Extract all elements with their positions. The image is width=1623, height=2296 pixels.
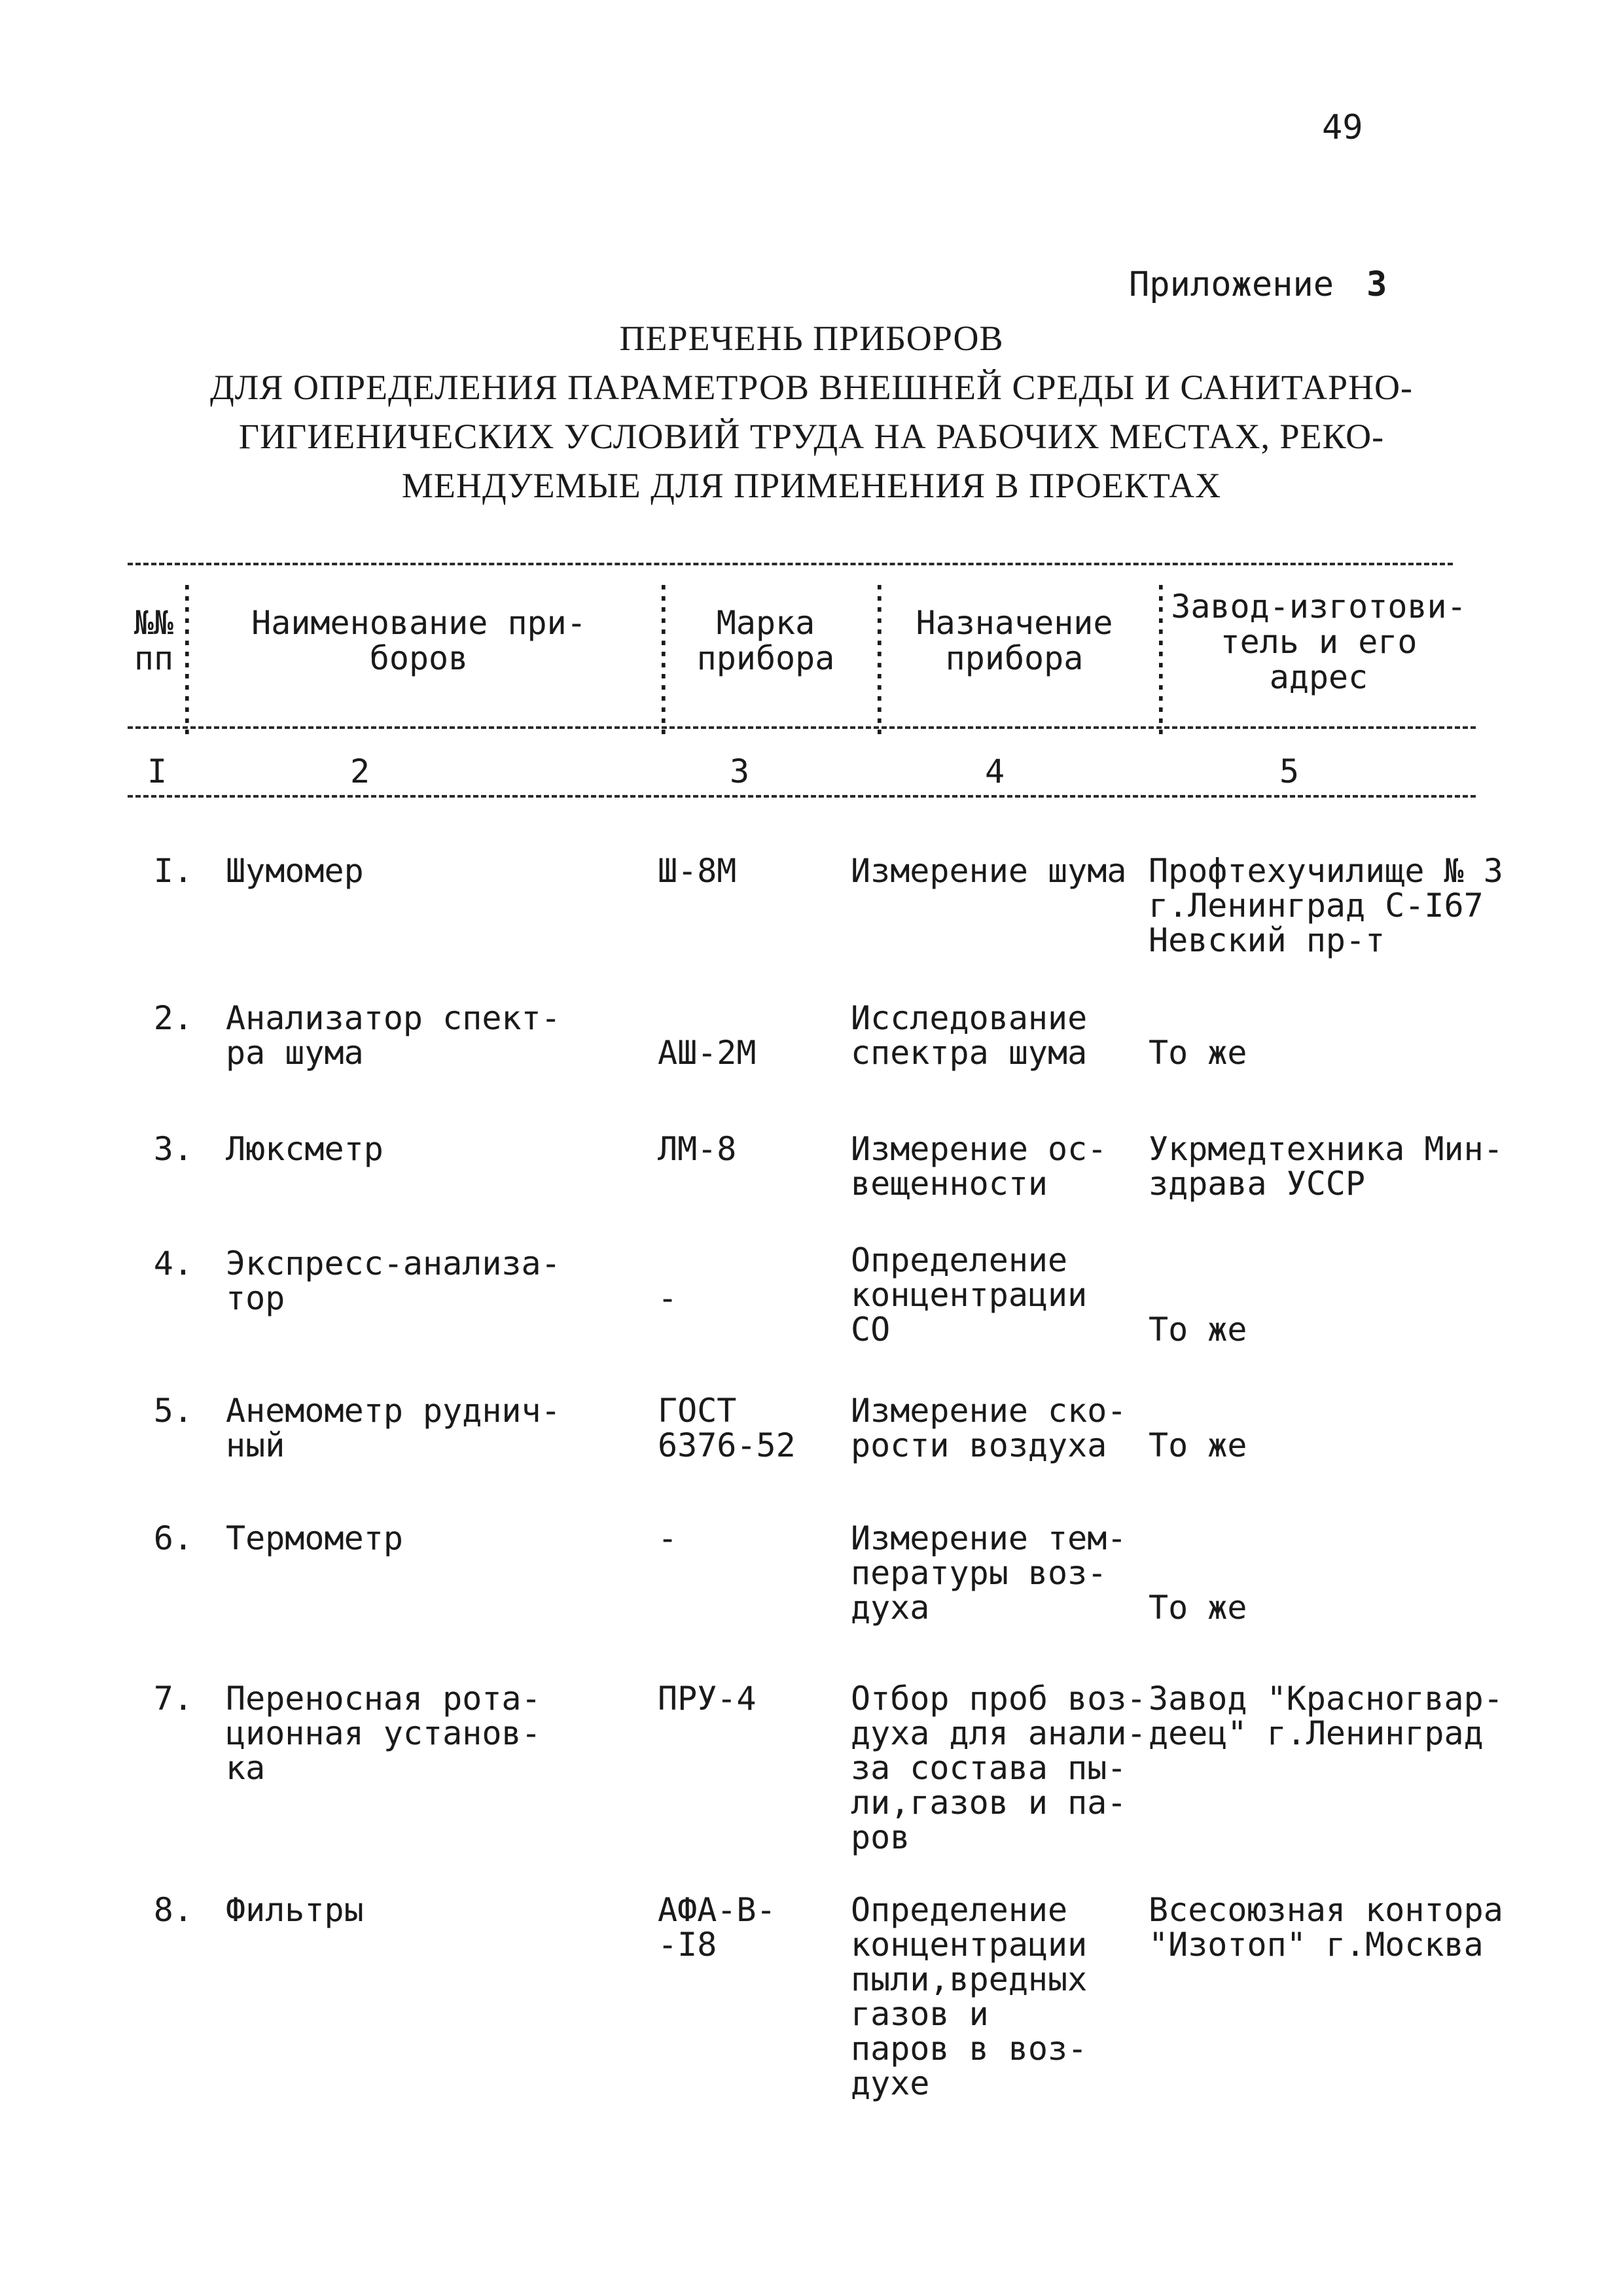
- row-number: I.: [153, 852, 193, 890]
- device-purpose: Определение концентрации пыли,вредных газов и паров в воз- духе: [851, 1891, 1088, 2102]
- device-maker: То же: [1149, 1034, 1247, 1072]
- header-maker: Завод-изготови- тель и его адрес: [1171, 588, 1467, 696]
- column-separator: : : : : : : :: [178, 573, 196, 741]
- device-purpose: Измерение тем- пературы воз- духа: [851, 1519, 1127, 1627]
- column-separator: : : : : : : :: [1152, 573, 1170, 741]
- device-mark: ПРУ-4: [658, 1680, 757, 1718]
- appendix-label: [1129, 265, 1387, 304]
- row-number: 5.: [153, 1392, 193, 1430]
- device-maker: То же: [1149, 1426, 1247, 1464]
- device-name: Шумомер: [226, 852, 364, 890]
- device-mark: Ш-8М: [658, 852, 737, 890]
- appendix-number: 3: [1366, 265, 1387, 304]
- device-maker: То же: [1149, 1311, 1247, 1349]
- page-number: 49: [1322, 108, 1363, 147]
- device-maker: Укрмедтехника Мин- здрава УССР: [1149, 1130, 1503, 1203]
- device-name: Термометр: [226, 1519, 403, 1557]
- device-maker: То же: [1149, 1589, 1247, 1627]
- device-name: Фильтры: [226, 1891, 364, 1929]
- device-name: Переносная рота- ционная установ- ка: [226, 1680, 541, 1787]
- row-number: 4.: [153, 1245, 193, 1282]
- row-number: 6.: [153, 1519, 193, 1557]
- device-name: Экспресс-анализа- тор: [226, 1245, 561, 1317]
- device-name: Люксметр: [226, 1130, 383, 1168]
- column-number: I: [147, 752, 168, 790]
- column-number: 4: [984, 752, 1005, 790]
- device-purpose: Измерение ско- рости воздуха: [851, 1392, 1127, 1464]
- row-number: 2.: [153, 999, 193, 1037]
- device-purpose: Измерение шума: [851, 852, 1127, 890]
- device-mark: ЛМ-8: [658, 1130, 737, 1168]
- table-colnum-rule: [128, 795, 1476, 798]
- header-mark: Марка прибора: [696, 604, 835, 677]
- column-number: 5: [1279, 752, 1300, 790]
- table-top-rule: [128, 563, 1453, 565]
- header-name: Наименование при- боров: [251, 604, 586, 677]
- device-name: Анализатор спект- ра шума: [226, 999, 561, 1072]
- device-mark: -: [658, 1519, 678, 1557]
- document-title-line-4: МЕНДУЕМЫЕ ДЛЯ ПРИМЕНЕНИЯ В ПРОЕКТАХ: [401, 466, 1222, 505]
- device-purpose: Исследование спектра шума: [851, 999, 1088, 1072]
- device-mark: -: [658, 1279, 678, 1317]
- device-maker: Профтехучилище № 3 г.Ленинград С-I67 Невский пр-т: [1149, 852, 1503, 959]
- device-mark: АШ-2М: [658, 1034, 757, 1072]
- device-purpose: Определение концентрации СО: [851, 1241, 1088, 1349]
- column-number: 3: [729, 752, 750, 790]
- table-header-rule: [128, 726, 1476, 729]
- column-separator: : : : : : : :: [870, 573, 889, 741]
- device-maker: Всесоюзная контора "Изотоп" г.Москва: [1149, 1891, 1503, 1964]
- device-name: Анемометр руднич- ный: [226, 1392, 561, 1464]
- row-number: 7.: [153, 1680, 193, 1718]
- appendix-text: Приложение: [1129, 265, 1334, 304]
- device-purpose: Измерение ос- вещенности: [851, 1130, 1107, 1203]
- document-title-line-3: ГИГИЕНИЧЕСКИХ УСЛОВИЙ ТРУДА НА РАБОЧИХ МЕСТАХ, РЕКО-: [238, 417, 1385, 456]
- device-purpose: Отбор проб воз- духа для анали- за состава пы- ли,газов и па- ров: [851, 1680, 1147, 1856]
- row-number: 8.: [153, 1891, 193, 1929]
- column-separator: : : : : : : :: [654, 573, 673, 741]
- column-number: 2: [349, 752, 370, 790]
- device-mark: АФА-В- -I8: [658, 1891, 776, 1964]
- header-purpose: Назначение прибора: [916, 604, 1113, 677]
- device-mark: ГОСТ 6376-52: [658, 1392, 796, 1464]
- device-maker: Завод "Красногвар- деец" г.Ленинград: [1149, 1680, 1503, 1752]
- row-number: 3.: [153, 1130, 193, 1168]
- document-title-line-1: ПЕРЕЧЕНЬ ПРИБОРОВ: [619, 319, 1004, 358]
- header-number: №№ пп: [134, 604, 174, 677]
- document-title-line-2: ДЛЯ ОПРЕДЕЛЕНИЯ ПАРАМЕТРОВ ВНЕШНЕЙ СРЕДЫ И САНИТАРНО-: [209, 368, 1414, 407]
